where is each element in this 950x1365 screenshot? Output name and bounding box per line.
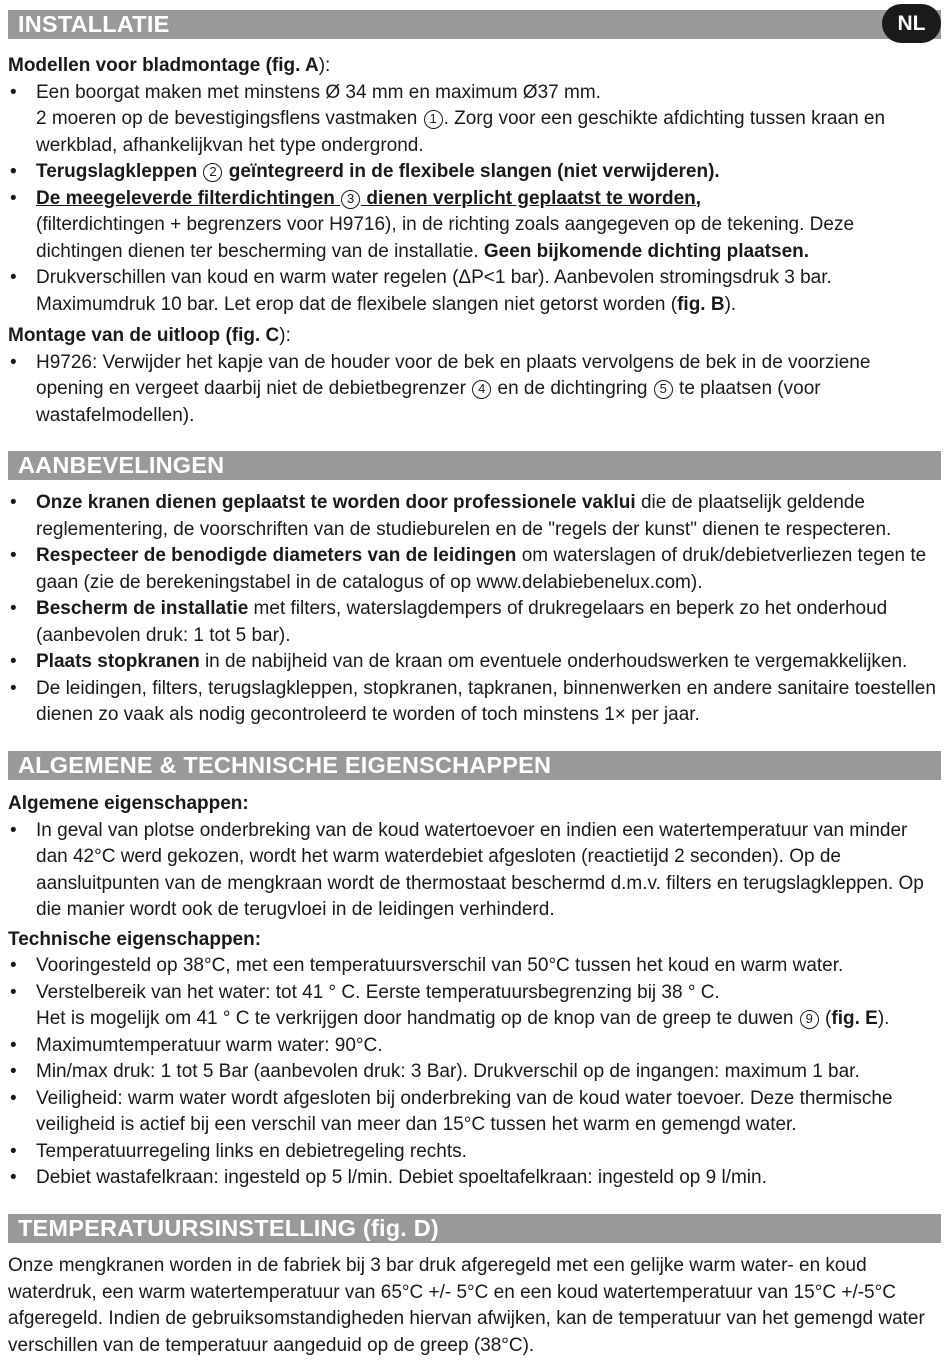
list-item: • Verstelbereik van het water: tot 41 ° C. Eerste temperatuursbegrenzing bij 38 ° C. Het is mogelijk om 41 ° C te verkrijgen door handmatig op de knop van de greep te duwen 9 (fig. E). [8, 980, 943, 1033]
list-item: • Respecteer de benodigde diameters van de leidingen om waterslagen of druk/debietverliezen tegen te gaan (zie de berekeningstabel in de catalogus of op www.delabiebenelux.com). [8, 543, 943, 596]
list-item: • Onze kranen dienen geplaatst te worden door professionele vaklui die de plaatselijk geldende reglementering, de voorschriften van de studieburelen en de "regels der kunst" dienen te respecteren. [8, 490, 943, 543]
list-item: • Bescherm de installatie met filters, waterslagdempers of drukregelaars en beperk zo het onderhoud (aanbevolen druk: 1 tot 5 bar). [8, 596, 943, 649]
list-item: • Een boorgat maken met minstens Ø 34 mm en maximum Ø37 mm. 2 moeren op de bevestigingsflens vastmaken 1 . Zorg voor een geschikte afdichting tussen kraan en werkblad, afhankelijkvan het type ondergrond. [8, 80, 943, 160]
tech-heading: Technische eigenschappen: [8, 928, 262, 950]
list-item: • H9726: Verwijder het kapje van de houder voor de bek en plaats vervolgens de bek in de voorziene opening en vergeet daarbij niet de debietbegrenzer 4 en de dichtingring 5 te plaatsen (voor wastafelmodellen). [8, 350, 943, 430]
list-item: • De leidingen, filters, terugslagkleppen, stopkranen, tapkranen, binnenwerken en andere sanitaire toestellen dienen zo vaak als nodig gecontroleerd te worden of toch minstens 1× per jaar. [8, 676, 943, 729]
callout-number: 2 [203, 163, 222, 182]
temperatuur-paragraph: Onze mengkranen worden in de fabriek bij 3 bar druk afgeregeld met een gelijke warm water- en koud waterdruk, een warm watertemperatuur van 65°C +/- 5°C en een koud watertemperatuur van 15°C +/-5°C afgeregeld. Indien de gebruiksomstandigheden hiervan afwijken, kan de temperatuur van het gemengd water verschillen van de temperatuur aangeduid op de greep (38°C). [8, 1255, 925, 1356]
list-item: • Terugslagkleppen 2 geïntegreerd in de flexibele slangen (niet verwijderen). [8, 159, 943, 186]
section-title-temperatuur: TEMPERATUURSINSTELLING (fig. D) [8, 1214, 941, 1243]
callout-number: 5 [654, 380, 673, 399]
list-item: • Plaats stopkranen in de nabijheid van de kraan om eventuele onderhoudswerken te vergemakkelijken. [8, 649, 943, 676]
list-item: • Debiet wastafelkraan: ingesteld op 5 l/min. Debiet spoeltafelkraan: ingesteld op 9 l/min. [8, 1165, 943, 1192]
section-title-aanbevelingen: AANBEVELINGEN [8, 451, 941, 480]
tech-list [8, 953, 943, 1192]
list-item: • De meegeleverde filterdichtingen 3 dienen verplicht geplaatst te worden, (filterdichtingen + begrenzers voor H9716), in de richting zoals aangegeven op de tekening. Deze dichtingen dienen ter bescherming van de installatie. Geen bijkomende dichting plaatsen. [8, 186, 943, 266]
uitloop-heading: Montage van de uitloop (fig. C): [8, 325, 291, 346]
general-list [8, 818, 943, 924]
algemene-content [8, 791, 943, 1192]
callout-number: 3 [341, 190, 360, 209]
aanbevelingen-list [8, 490, 943, 729]
language-badge: NL [882, 4, 941, 43]
bladmontage-heading: Modellen voor bladmontage (fig. A): [8, 55, 331, 76]
section-title-installatie: INSTALLATIE [8, 10, 941, 39]
list-item: • In geval van plotse onderbreking van de koud watertoevoer en indien een watertemperatuur van minder dan 42°C werd gekozen, wordt het warm waterdebiet afgesloten (reactietijd 2 seconden). Op de aansluitpunten van de mengkraan wordt de thermostaat beschermd d.m.v. filters en terugslagkleppen. Op die manier wordt ook de terugvloei in de leidingen verhinderd. [8, 818, 943, 924]
aanbevelingen-content [8, 490, 943, 729]
list-item: • Drukverschillen van koud en warm water regelen (ΔP<1 bar). Aanbevolen stromingsdruk 3 bar. Maximumdruk 10 bar. Let erop dat de flexibele slangen niet getorst worden (fig. B). [8, 265, 943, 318]
general-heading: Algemene eigenschappen: [8, 793, 249, 814]
list-item: • Maximumtemperatuur warm water: 90°C. [8, 1033, 943, 1060]
list-item: • Veiligheid: warm water wordt afgesloten bij onderbreking van de koud water toevoer. Deze thermische veiligheid is actief bij een verschil van meer dan 15°C tussen het warm en gemengd water. [8, 1086, 943, 1139]
section-title-algemene: ALGEMENE & TECHNISCHE EIGENSCHAPPEN [8, 751, 941, 780]
callout-number: 4 [472, 380, 491, 399]
callout-number: 1 [424, 110, 443, 129]
callout-number: 9 [800, 1010, 819, 1029]
uitloop-list [8, 350, 943, 430]
bladmontage-list [8, 80, 943, 319]
list-item: • Min/max druk: 1 tot 5 Bar (aanbevolen druk: 3 Bar). Drukverschil op de ingangen: maximum 1 bar. [8, 1059, 943, 1086]
list-item: • Vooringesteld op 38°C, met een temperatuursverschil van 50°C tussen het koud en warm water. [8, 953, 943, 980]
list-item: • Temperatuurregeling links en debietregeling rechts. [8, 1139, 943, 1166]
installatie-content [8, 53, 943, 429]
